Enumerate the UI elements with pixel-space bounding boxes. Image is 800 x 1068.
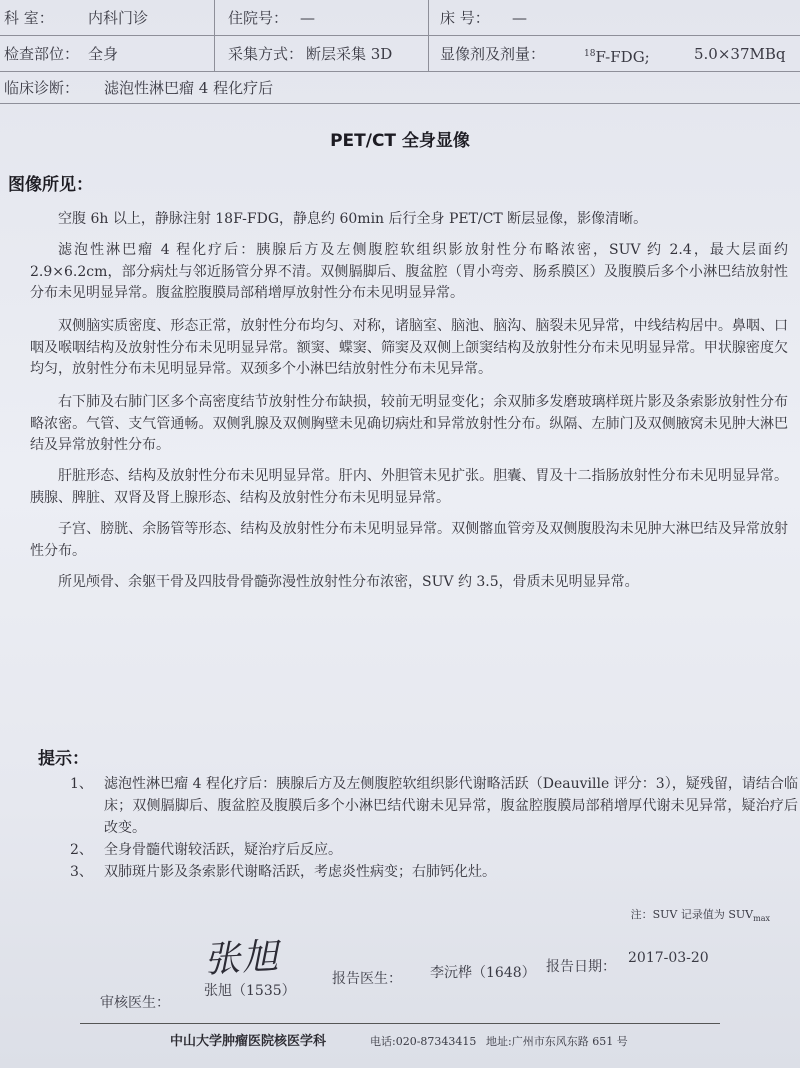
tip-number: 1、 [70,776,93,792]
header-divider [214,0,215,72]
findings-paragraph: 空腹 6h 以上，静脉注射 18F-FDG，静息约 60min 后行全身 PET/CT 断层显像，影像清晰。 [58,211,648,227]
tip-item [70,861,798,883]
tip-number: 2、 [70,842,93,858]
exam-part-value: 全身 [88,45,119,63]
agent-mass: 18 [584,49,596,59]
diag-label: 临床诊断： [4,79,80,97]
bed-label: 床 号： [440,9,490,27]
agent-dose: 5.0×37MBq [694,45,786,63]
acq-value: 断层采集 3D [306,45,393,63]
header-row-exam [0,36,800,72]
handwritten-signature: 张旭 [203,936,282,981]
findings-paragraph: 双侧脑实质密度、形态正常，放射性分布均匀、对称，诸脑室、脑池、脑沟、脑裂未见异常，中线结构居中。鼻咽、口咽及喉咽结构及放射性分布未见明显异常。额窦、蝶窦、筛窦及双侧上颌窦结构及放射性分布未见明显异常。甲状腺密度欠均匀，放射性分布未见明显异常。双颈多个小淋巴结放射性分布未见异常。 [30,318,788,377]
findings-paragraph: 所见颅骨、余躯干骨及四肢骨骨髓弥漫性放射性分布浓密，SUV 约 3.5，骨质未见明显异常。 [58,574,639,590]
tip-text: 滤泡性淋巴瘤 4 程化疗后：胰腺后方及左侧腹腔软组织影代谢略活跃（Deauville 评分：3），疑残留，请结合临床；双侧膈脚后、腹盆腔及腹膜后多个小淋巴结代谢未见异常，腹盆腔腹膜局部稍增厚代谢未见异常，疑治疗后改变。 [104,776,798,836]
findings-paragraph: 子宫、膀胱、余肠管等形态、结构及放射性分布未见明显异常。双侧髂血管旁及双侧腹股沟未见肿大淋巴结及异常放射性分布。 [30,521,788,559]
phone: 电话:020-87343415 [370,1035,477,1048]
department-name: 中山大学肿瘤医院核医学科 [170,1034,327,1049]
tips-label: 提示： [38,749,89,769]
tip-number: 3、 [70,864,93,880]
findings-label: 图像所见： [8,175,93,195]
exam-part-label: 检查部位： [4,45,80,63]
header-divider [428,0,429,72]
findings-paragraph: 肝脏形态、结构及放射性分布未见明显异常。肝内、外胆管未见扩张。胆囊、胃及十二指肠放射性分布未见明显异常。胰腺、脾脏、双肾及肾上腺形态、结构及放射性分布未见明显异常。 [30,468,788,506]
agent-name-text: F-FDG; [595,48,650,66]
report-title: PET/CT 全身显像 [330,131,470,151]
acq-label: 采集方式： [228,45,304,63]
tip-item [70,839,798,861]
inpatient-value: — [300,9,315,27]
header-row-diag [0,72,800,104]
inpatient-label: 住院号： [228,9,289,27]
footer-divider [80,1023,720,1024]
suv-note-text: 注：SUV 记录值为 SUV [630,908,754,921]
date-label: 报告日期： [546,959,616,975]
findings-paragraph: 右下肺及右肺门区多个高密度结节放射性分布缺损，较前无明显变化；余双肺多发磨玻璃样斑片影及条索影放射性分布略浓密。气管、支气管通畅。双侧乳腺及双侧胸壁未见确切病灶和异常放射性分布。纵隔、左肺门及双侧腋窝未见肿大淋巴结及异常放射性分布。 [30,394,788,453]
tip-item [70,773,798,839]
header-row-dept [0,0,800,36]
dept-label: 科 室： [4,9,54,27]
reviewer-value: 张旭（1535） [204,983,296,999]
address: 地址:广州市东风东路 651 号 [486,1035,628,1048]
bed-value: — [512,9,527,27]
agent-name [584,36,650,75]
reporter-value: 李沅桦（1648） [430,965,536,981]
findings-paragraph: 滤泡性淋巴瘤 4 程化疗后：胰腺后方及左侧腹腔软组织影放射性分布略浓密，SUV 约 2.4，最大层面约 2.9×6.2cm，部分病灶与邻近肠管分界不清。双侧膈脚后、腹盆腔（胃小弯旁、肠系膜区）及腹膜后多个小淋巴结放射性分布未见明显异常。腹盆腔腹膜局部稍增厚放射性分布未见明显异常。 [30,242,788,301]
tips-list [70,773,798,883]
suv-note-sub: max [753,914,770,924]
tip-text: 全身骨髓代谢较活跃，疑治疗后反应。 [104,842,342,858]
date-value: 2017-03-20 [628,950,709,966]
reviewer-label: 审核医生： [100,995,170,1011]
dept-value: 内科门诊 [88,9,149,27]
reporter-label: 报告医生： [332,971,402,987]
tip-text: 双肺斑片影及条索影代谢略活跃，考虑炎性病变；右肺钙化灶。 [104,864,496,880]
suv-note [631,906,770,923]
diag-value: 滤泡性淋巴瘤 4 程化疗后 [104,79,274,97]
agent-label: 显像剂及剂量： [440,45,546,63]
